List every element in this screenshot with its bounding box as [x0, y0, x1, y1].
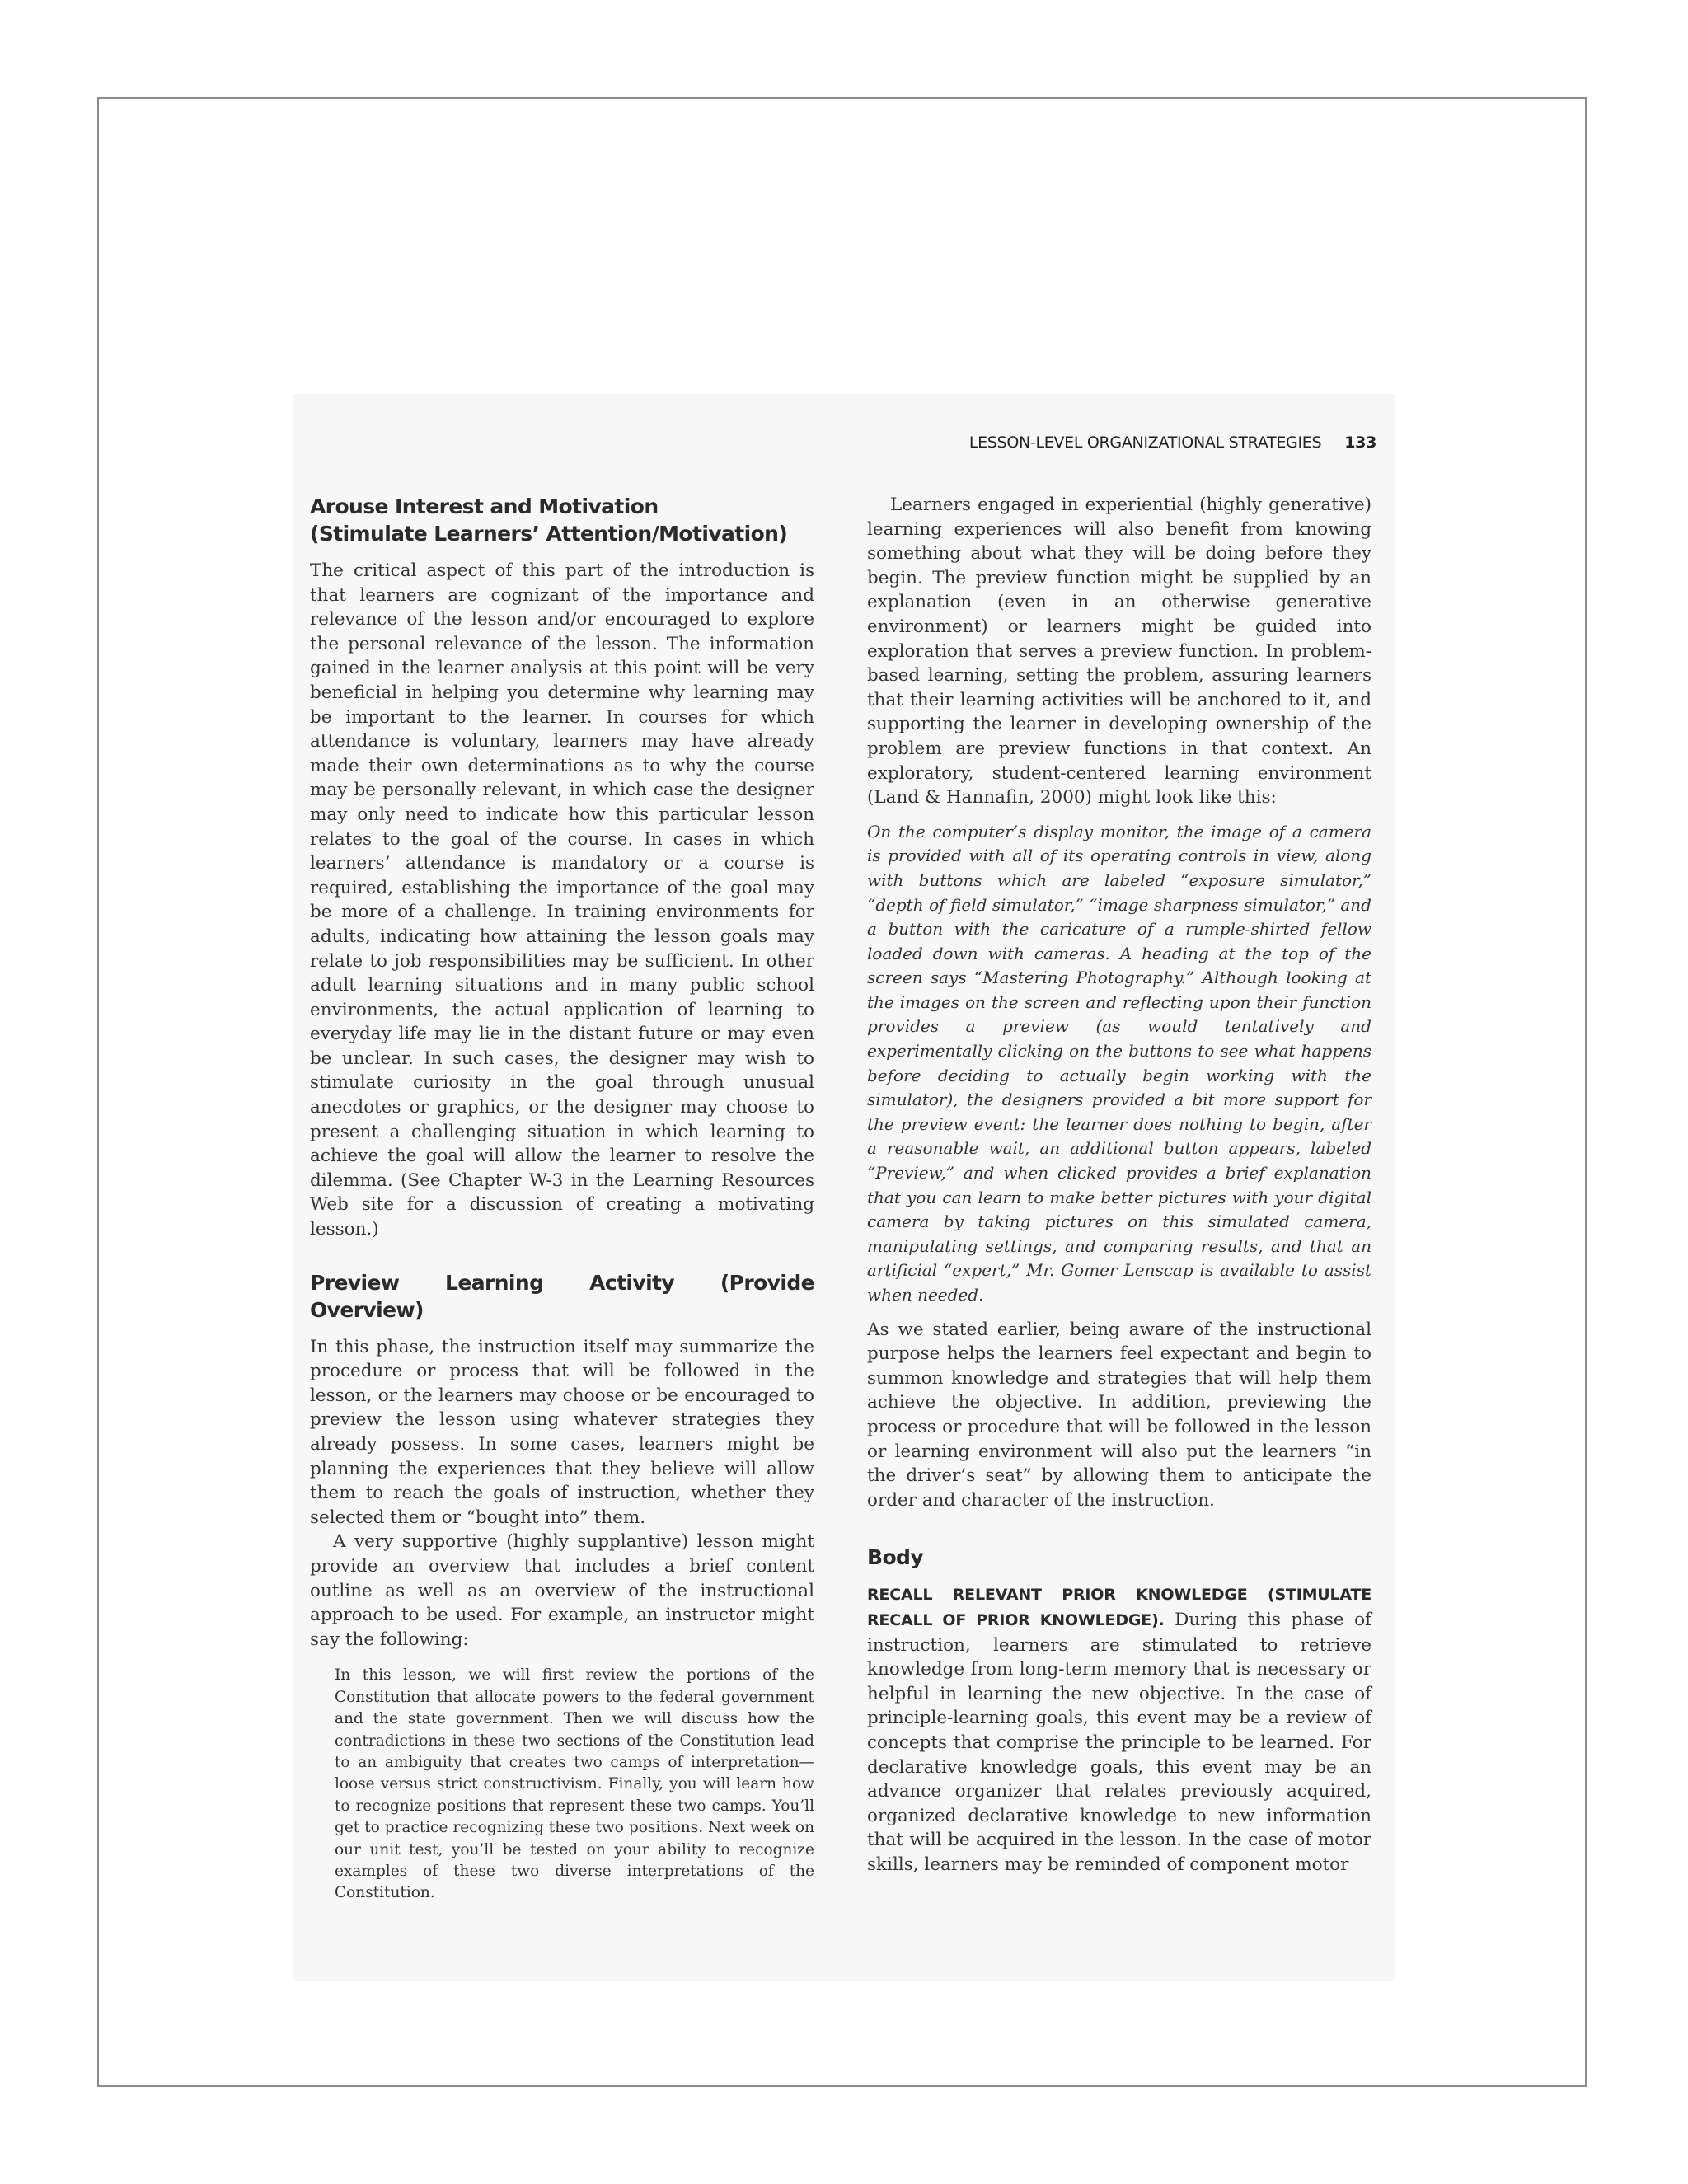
running-header: [865, 434, 1376, 452]
preview-paragraph-1: In this phase, the instruction itself may summarize the procedure or process that will be followed in the lesson, or the learners may choose or be encouraged to preview the lesson using whatever strategies they already possess. In some cases, learners might be planning the experiences that they believe will allow them to reach the goals of instruction, whether they selected them or “bought into” them.: [310, 1336, 814, 1528]
right-column: [867, 493, 1372, 1877]
arouse-paragraph: The critical aspect of this part of the introduction is that learners are cognizant of the importance and relevance of the lesson and/or encouraged to explore the personal relevance of the lesson. The information gained in the learner analysis at this point will be very beneficial in helping you determine why learning may be important to the learner. In courses for which attendance is voluntary, learners may have already made their own determinations as to why the course may be personally relevant, in which case the designer may only need to indicate how this particular lesson relates to the goal of the course. In cases in which learners’ attendance is mandatory or a course is required, establishing the importance of the goal may be more of a challenge. In training environments for adults, indicating how attaining the lesson goals may relate to job responsibilities may be sufficient. In other adult learning situations and in many public school environments, the actual application of learning to everyday life may lie in the distant future or may even be unclear. In such cases, the designer may wish to stimulate curiosity in the goal through unusual anecdotes or graphics, or the designer may choose to present a challenging situation in which learning to achieve the goal will allow the learner to resolve the dilemma. (See Chapter W-3 in the Learning Resources Web site for a discussion of creating a motivating lesson.): [310, 560, 814, 1240]
heading-preview-learning-activity: Preview Learning Activity (Provide Overview): [310, 1270, 814, 1322]
constitution-extract: In this lesson, we will first review the portions of the Constitution that allocate powers to the federal government and the state government. Then we will discuss how the contradictions in these two sections of the Constitution lead to an ambiguity that creates two camps of interpretation—loose versus strict constructivism. Finally, you will learn how to recognize positions that represent these two camps. You’ll get to practice recognizing these two positions. Next week on our unit test, you’ll be tested on your ability to recognize examples of these two diverse interpretations of the Constitution.: [335, 1666, 814, 1902]
page-number: 133: [1344, 434, 1376, 452]
heading-body: Body: [867, 1545, 924, 1570]
running-title: LESSON-LEVEL ORGANIZATIONAL STRATEGIES: [968, 434, 1322, 452]
recall-paragraph: [867, 1582, 1372, 1877]
preview-paragraph-2: A very supportive (highly supplantive) lesson might provide an overview that includes a brief content outline as well as an overview of the instructional approach to be used. For example, an instructor might say the following:: [310, 1531, 814, 1650]
recall-runin-heading: RECALL RELEVANT PRIOR KNOWLEDGE (STIMULATE RECALL OF PRIOR KNOWLEDGE).: [867, 1586, 1372, 1629]
camera-extract: On the computer’s display monitor, the image of a camera is provided with all of its operating controls in view, along with buttons which are labeled “exposure simulator,” “depth of field simulator,” “image sharpness simulator,” and a button with the caricature of a rumple-shirted fellow loaded down with cameras. A heading at the top of the screen says “Mastering Photography.” Although looking at the images on the screen and reflecting upon their function provides a preview (as would tentatively and experimentally clicking on the buttons to see what happens before deciding to actually begin working with the simulator), the designers provided a bit more support for the preview event: the learner does nothing to begin, after a reasonable wait, an additional button appears, labeled “Preview,” and when clicked provides a brief explanation that you can learn to make better pictures with your digital camera by taking pictures on this simulated camera, manipulating settings, and comparing results, and that an artificial “expert,” Mr. Gomer Lenscap is available to assist when needed.: [867, 821, 1372, 1305]
stated-earlier-paragraph: As we stated earlier, being aware of the instructional purpose helps the learners feel expectant and begin to summon knowledge and strategies that will help them achieve the objective. In addition, previewing the process or procedure that will be followed in the lesson or learning environment will also put the learners “in the driver’s seat” by allowing them to anticipate the order and character of the instruction.: [867, 1319, 1372, 1511]
recall-text: During this phase of instruction, learners are stimulated to retrieve knowledge from long-term memory that is necessary or helpful in learning the new objective. In the case of principle-learning goals, this event may be a review of concepts that comprise the principle to be learned. For declarative knowledge goals, this event may be an advance organizer that relates previously acquired, organized declarative knowledge to new information that will be acquired in the lesson. In the case of motor skills, learners may be reminded of component motor: [867, 1609, 1372, 1875]
experiential-paragraph: Learners engaged in experiential (highly generative) learning experiences will also benefit from knowing something about what they will be doing before they begin. The preview function might be supplied by an explanation (even in an otherwise generative environment) or learners might be guided into exploration that serves a preview function. In problem-based learning, setting the problem, assuring learners that their learning activities will be anchored to it, and supporting the learner in developing ownership of the problem are preview functions in that context. An exploratory, student-centered learning environment (Land & Hannafin, 2000) might look like this:: [867, 494, 1372, 808]
heading-arouse-interest-subtitle: (Stimulate Learners’ Attention/Motivation): [310, 522, 788, 546]
heading-arouse-interest: Arouse Interest and Motivation: [310, 494, 659, 518]
left-column: [310, 493, 814, 1905]
